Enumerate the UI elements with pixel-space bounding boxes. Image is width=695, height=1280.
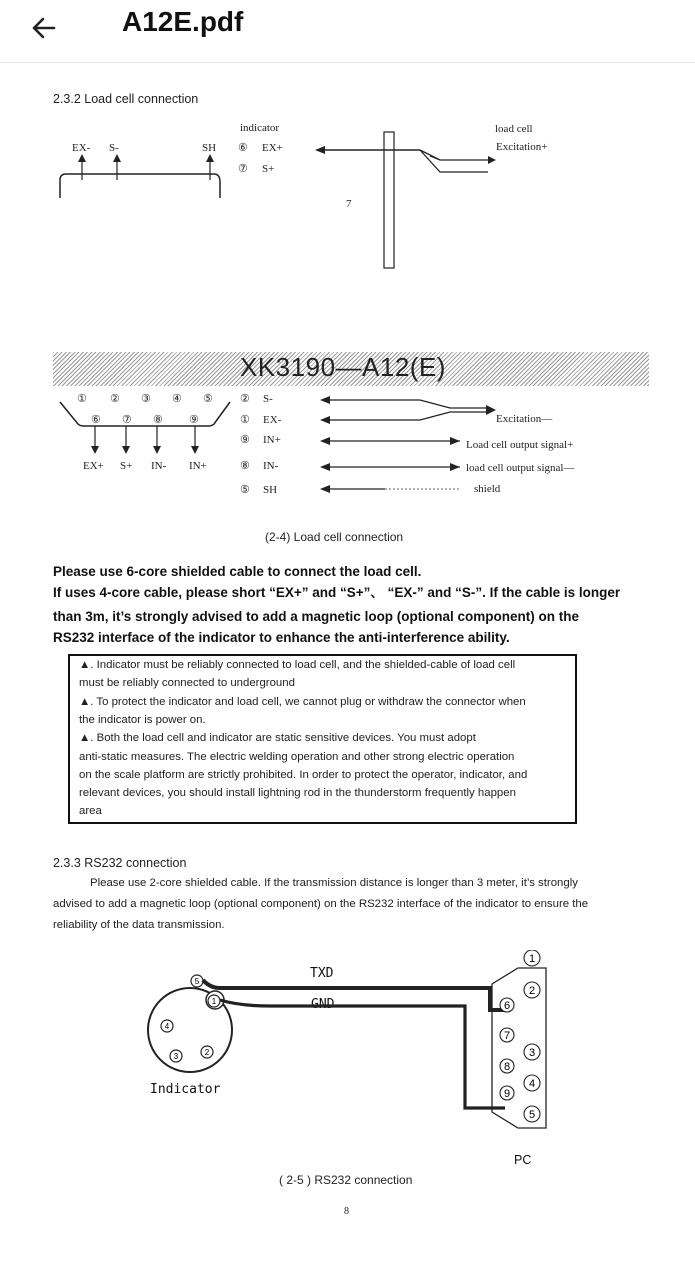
warning-line: must be reliably connected to underground [79, 677, 295, 689]
fig2-pin-1: ① [77, 393, 87, 405]
fig2-pin-7: ⑦ [122, 414, 132, 426]
fig2-right-pin-9: ⑨ [240, 434, 250, 446]
warning-line: the indicator is power on. [79, 714, 206, 726]
db9-pin-1: 1 [528, 953, 536, 965]
fig2-wiring [0, 380, 695, 510]
txd-label: TXD [310, 966, 334, 981]
din-pin-1: 1 [211, 997, 217, 1006]
fig2-right-label-ex-minus: EX- [263, 414, 282, 426]
rs232-body-line-3: reliability of the data transmission. [53, 919, 225, 931]
fig2-pin-8: ⑧ [153, 414, 163, 426]
fig2-ex-plus: EX+ [83, 460, 104, 472]
din-pin-3: 3 [173, 1052, 179, 1061]
fig2-in-minus: IN- [151, 460, 167, 472]
fig2-signal-output-minus: load cell output signal— [466, 462, 575, 474]
fig2-pin-6: ⑥ [91, 414, 101, 426]
warning-line: relevant devices, you should install lightning rod in the thunderstorm frequently happen [79, 787, 516, 799]
warning-line: ▲. To protect the indicator and load cell, we cannot plug or withdraw the connector when [79, 696, 526, 708]
figure-caption-2-4: (2-4) Load cell connection [265, 530, 404, 544]
db9-pin-8: 8 [503, 1061, 511, 1073]
fig2-signal-excitation-minus: Excitation— [496, 413, 553, 425]
pc-label: PC [514, 1153, 532, 1167]
din-pin-5: 5 [194, 977, 200, 986]
warning-line: ▲. Both the load cell and indicator are static sensitive devices. You must adopt [79, 732, 476, 744]
fig2-right-label-sh: SH [263, 484, 278, 496]
fig1-load-cell-label: load cell [495, 123, 533, 135]
instruction-line-2: If uses 4-core cable, please short “EX+” and “S+”、 “EX-” and “S-”. If the cable is longer [53, 585, 621, 600]
din-pin-2: 2 [204, 1048, 210, 1057]
fig2-s-plus: S+ [120, 460, 133, 472]
instruction-line-4: RS232 interface of the indicator to enhance the anti-interference ability. [53, 630, 510, 645]
rs232-wiring [0, 950, 695, 1150]
fig2-right-pin-1: ① [240, 414, 250, 426]
db9-pin-3: 3 [528, 1047, 536, 1059]
indicator-label: Indicator [150, 1082, 221, 1097]
fig1-page-mark: 7 [346, 198, 352, 210]
fig2-right-pin-5: ⑤ [240, 484, 250, 496]
db9-pin-2: 2 [528, 985, 536, 997]
db9-pin-5: 5 [528, 1109, 536, 1121]
fig2-right-label-in-plus: IN+ [263, 434, 281, 446]
document-title: A12E.pdf [122, 6, 244, 37]
fig1-indicator-label: indicator [240, 122, 280, 134]
fig1-ex-minus: EX- [72, 142, 91, 154]
fig1-pin-7: ⑦ [238, 163, 248, 175]
warning-line: on the scale platform are strictly prohibited. In order to protect the operator, indicator, and [79, 769, 528, 781]
instruction-line-1: Please use 6-core shielded cable to connect the load cell. [53, 564, 422, 579]
fig2-pin-3: ③ [141, 393, 151, 405]
fig2-right-pin-8: ⑧ [240, 460, 250, 472]
model-label: XK3190—A12(E) [240, 352, 446, 382]
din-pin-4: 4 [164, 1022, 170, 1031]
rs232-body-line-1: Please use 2-core shielded cable. If the transmission distance is longer than 3 meter, it’s strongly [90, 877, 578, 889]
fig2-right-pin-2: ② [240, 393, 250, 405]
fig2-pin-4: ④ [172, 393, 182, 405]
gnd-label: GND [311, 997, 335, 1012]
warning-line: anti-static measures. The electric welding operation and other strong electric operation [79, 751, 515, 763]
db9-pin-6: 6 [503, 1000, 511, 1012]
db9-pin-9: 9 [503, 1088, 511, 1100]
fig1-pin-7-label: S+ [262, 163, 275, 175]
fig2-right-label-s-minus: S- [263, 393, 273, 405]
fig1-excitation-plus: Excitation+ [496, 141, 548, 153]
fig2-right-label-in-minus: IN- [263, 460, 279, 472]
section-heading-233: 2.3.3 RS232 connection [53, 856, 187, 870]
fig2-pin-9: ⑨ [189, 414, 199, 426]
fig2-pin-2: ② [110, 393, 120, 405]
section-heading-232: 2.3.2 Load cell connection [53, 92, 199, 106]
warning-line: ▲. Indicator must be reliably connected to load cell, and the shielded-cable of load cell [79, 659, 516, 671]
fig2-signal-shield: shield [474, 483, 501, 495]
fig1-pin-6-label: EX+ [262, 142, 283, 154]
fig1-s-minus: S- [109, 142, 119, 154]
db9-pin-7: 7 [503, 1030, 511, 1042]
rs232-body-line-2: advised to add a magnetic loop (optional component) on the RS232 interface of the indicator to ensure the [53, 898, 589, 910]
fig2-in-plus: IN+ [189, 460, 207, 472]
figure-caption-2-5: ( 2-5 ) RS232 connection [279, 1173, 413, 1187]
warning-line: area [79, 805, 102, 817]
fig2-pin-5: ⑤ [203, 393, 213, 405]
db9-pin-4: 4 [528, 1078, 536, 1090]
fig1-wiring [0, 0, 695, 360]
warning-box [68, 654, 577, 824]
fig1-sh: SH [202, 142, 217, 154]
instruction-line-3: than 3m, it’s strongly advised to add a magnetic loop (optional component) on the [53, 609, 580, 624]
fig2-signal-output-plus: Load cell output signal+ [466, 439, 574, 451]
fig1-pin-6: ⑥ [238, 142, 248, 154]
page-number-8: 8 [344, 1206, 349, 1217]
